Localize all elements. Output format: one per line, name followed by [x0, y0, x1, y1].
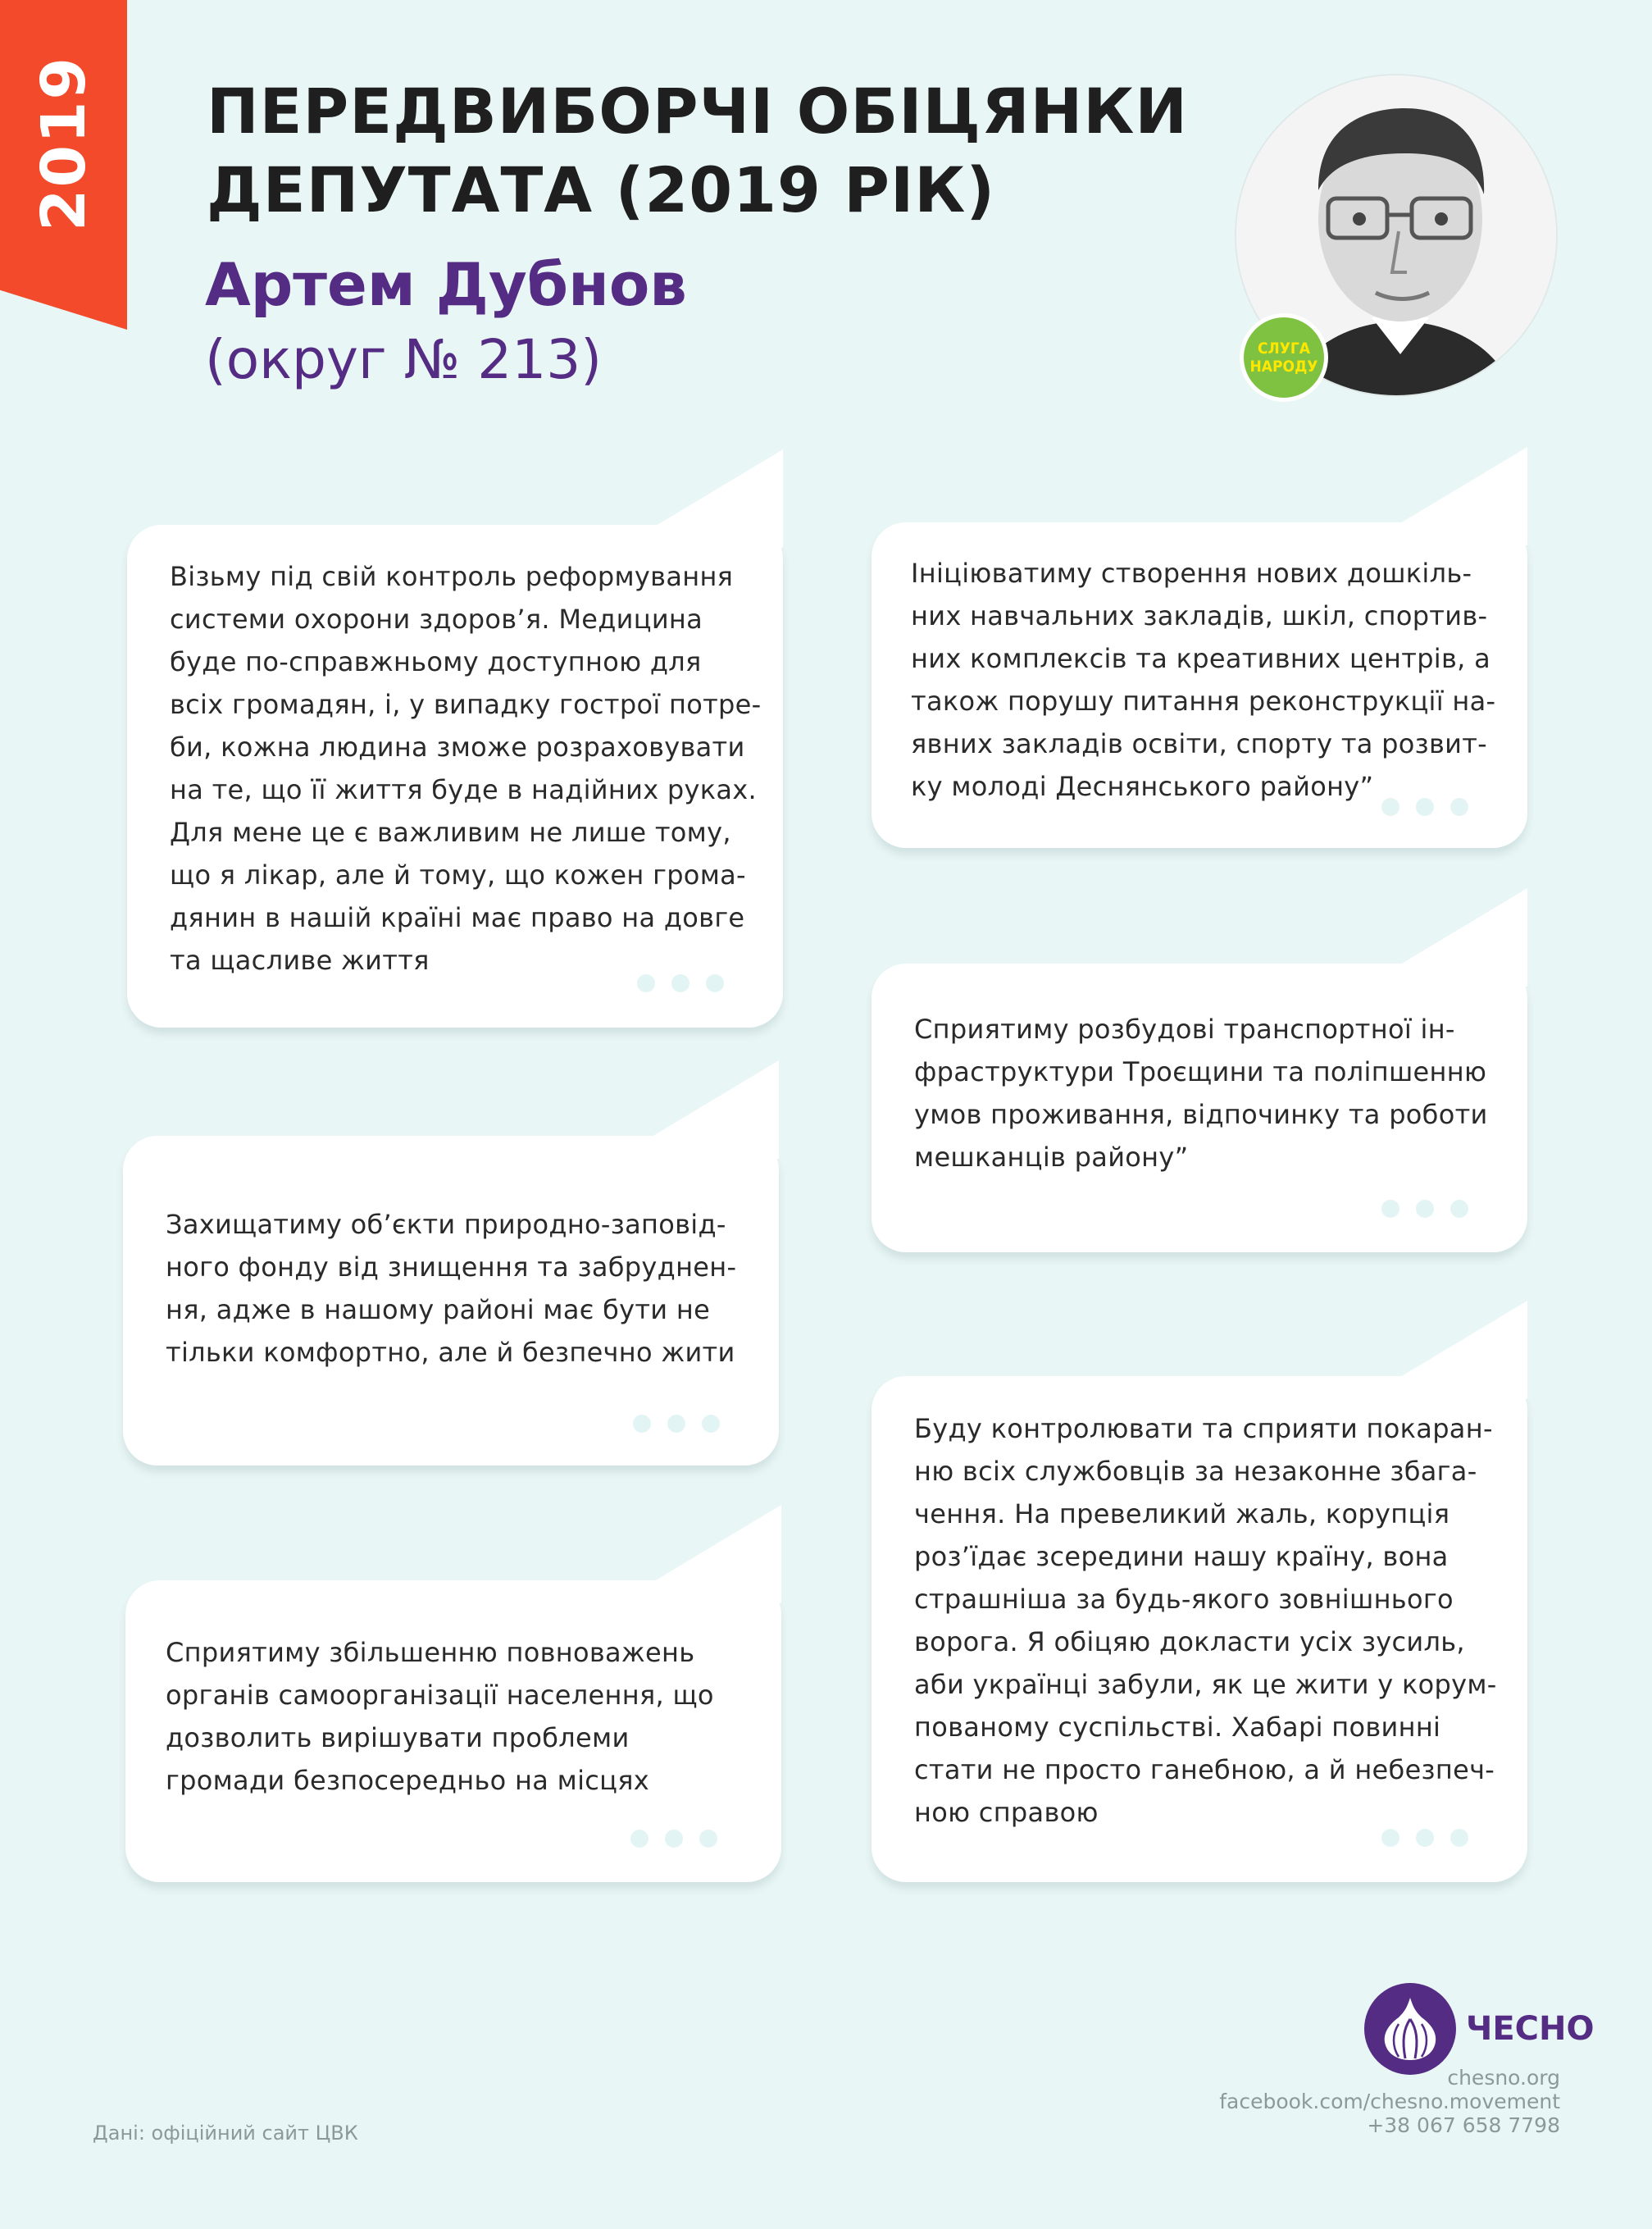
party-logo [1240, 313, 1328, 402]
speech-tail [1363, 447, 1527, 545]
website-link[interactable]: chesno.org [1447, 2066, 1560, 2090]
source-note: Дані: офіційний сайт ЦВК [93, 2122, 358, 2145]
year-badge-text: 2019 [28, 56, 99, 231]
promise-bubble-1 [127, 525, 783, 1028]
district-number: (округ № 213) [205, 328, 602, 391]
speech-tail [1363, 1301, 1527, 1399]
page-title-line-1: ПЕРЕДВИБОРЧІ ОБІЦЯНКИ [207, 75, 1188, 148]
year-badge [0, 0, 127, 287]
ellipsis-icon [633, 1415, 720, 1433]
chesno-logo-text: ЧЕСНО [1466, 2010, 1595, 2048]
chesno-garlic-icon [1364, 1983, 1456, 2075]
promise-text-1: Візьму під свій контроль реформування системи охорони здоров’я. Медицина буде по-справжньому доступною для всіх громадян, і, у випадку гострої потре- би, кожна людина зможе розраховувати на те, що її життя буде в надійних руках. Для мене це є важливим не лише тому, що я лікар, але й тому, що кожен грома- дянин в нашій країні має право на довге та щасливе життя [170, 561, 762, 976]
promise-bubble-6 [872, 1376, 1527, 1882]
speech-tail [615, 1060, 779, 1159]
speech-tail [619, 449, 783, 548]
promise-text-2: Ініціюватиму створення нових дошкіль- них навчальних закладів, шкіл, спортив- них комплексів та креативних центрів, а також порушу питання реконструкції на- явних закладів освіти, спорту та розвит- ку молоді Деснянського району” [911, 558, 1496, 802]
page-title-line-2: ДЕПУТАТА (2019 РІК) [207, 153, 996, 226]
ellipsis-icon [1381, 1829, 1468, 1847]
ellipsis-icon [637, 974, 724, 992]
phone-number: +38 067 658 7798 [1367, 2113, 1560, 2137]
ellipsis-icon [1381, 1200, 1468, 1218]
party-logo-line-2: НАРОДУ [1249, 358, 1318, 376]
contacts [1219, 2066, 1560, 2137]
promise-text-3: Сприятиму розбудові транспортної ін- фраструктури Троєщини та поліпшенню умов проживання, відпочинку та роботи мешканців району” [914, 1014, 1488, 1173]
speech-tail [617, 1505, 781, 1603]
facebook-link[interactable]: facebook.com/chesno.movement [1219, 2090, 1560, 2113]
promise-text-4: Захищатиму об’єкти природно-заповід- ного фонду від знищення та забруднен- ня, адже в нашому районі має бути не тільки комфортно, але й безпечно жити [166, 1209, 737, 1368]
deputy-name: Артем Дубнов [205, 250, 687, 319]
promise-bubble-2 [872, 522, 1527, 848]
promise-bubble-4 [123, 1136, 779, 1465]
speech-tail [1363, 888, 1527, 987]
promise-bubble-5 [125, 1580, 781, 1882]
ellipsis-icon [630, 1830, 717, 1848]
promise-bubble-3 [872, 964, 1527, 1252]
party-logo-line-1: СЛУГА [1257, 340, 1311, 358]
promise-text-6: Буду контролювати та сприяти покаран- ню всіх службовців за незаконне збага- чення. На превеликий жаль, корупція роз’їдає зсередини нашу країну, вона страшніша за будь-якого зовнішнього ворога. Я обіцяю докласти усіх зусиль, аби українці забули, як це жити у корум- пованому суспільстві. Хабарі повинні стати не просто ганебною, а й небезпеч- ною справою [914, 1413, 1497, 1828]
promise-text-5: Сприятиму збільшенню повноважень органів самоорганізації населення, що дозволить вирішувати проблеми громади безпосередньо на місцях [166, 1637, 714, 1796]
ellipsis-icon [1381, 798, 1468, 816]
page-title [207, 72, 1188, 230]
